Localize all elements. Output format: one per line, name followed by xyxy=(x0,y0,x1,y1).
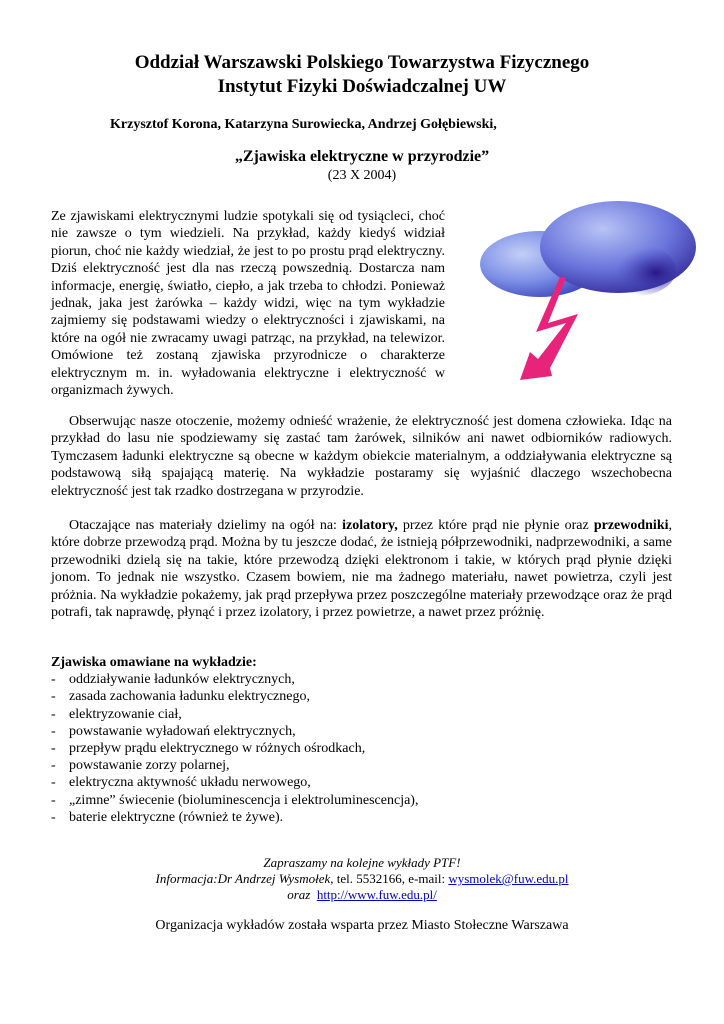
list-item: - oddziaływanie ładunków elektrycznych, xyxy=(51,671,671,688)
org-title: Oddział Warszawski Polskiego Towarzystwa Fizycznego xyxy=(134,52,590,73)
paragraph-3 xyxy=(51,517,672,621)
list-item: - powstawanie zorzy polarnej, xyxy=(51,757,671,774)
list-item: - „zimne” świecenie (bioluminescencja i elektroluminescencja), xyxy=(51,792,671,809)
website-link[interactable]: http://www.fuw.edu.pl/ xyxy=(316,887,437,902)
lecture-title: „Zjawiska elektryczne w przyrodzie” xyxy=(234,148,490,165)
term-izolatory: izolatory, xyxy=(342,518,398,533)
list-item: - elektryczna aktywność układu nerwowego, xyxy=(51,774,671,791)
contact-line xyxy=(0,871,724,887)
invitation-line: Zapraszamy na kolejne wykłady PTF! xyxy=(263,855,461,870)
website-line xyxy=(0,887,724,903)
contact-person: Informacja:Dr Andrzej Wysmołek, xyxy=(155,871,334,886)
email-link[interactable]: wysmolek@fuw.edu.pl xyxy=(448,871,569,886)
sponsor-line: Organizacja wykładów została wsparta przez Miasto Stołeczne Warszawa xyxy=(155,918,569,933)
topics-list xyxy=(51,671,671,826)
oraz-label: oraz xyxy=(287,887,311,902)
intro-paragraph: Ze zjawiskami elektrycznymi ludzie spotykali się od tysiącleci, choć nie zawsze o tym wiedzieli. Na przykład, każdy kiedyś widział piorun, choć nie każdy wiedział, że jest to po prostu prąd elektryczny. Dziś elektryczność jest dla nas rzeczą powszednią. Dostarcza nam informacje, energię, światło, ciepło, a jak trzeba to chłodzi. Ponieważ jednak, jaka jest żarówka – każdy widzi, więc na tym wykładzie zajmiemy się podstawami wiedzy o elektryczności i zjawiskami, na które na ogół nie zwracamy uwagi patrząc, na przykład, na telewizor. Omówione też zostaną zjawiska przyrodnicze o charakterze elektrycznym m. in. wyładowania elektryczne i elektryczność w organizmach żywych. xyxy=(51,209,445,399)
list-item: - zasada zachowania ładunku elektrycznego, xyxy=(51,688,671,705)
term-przewodniki: przewodniki xyxy=(593,518,669,533)
authors-line: Krzysztof Korona, Katarzyna Surowiecka, Andrzej Gołębiewski, xyxy=(110,117,497,132)
topics-section xyxy=(51,654,671,826)
contact-details: tel. 5532166, e-mail: xyxy=(333,871,449,886)
list-item: - elektryzowanie ciał, xyxy=(51,706,671,723)
p3-text-2: przez które prąd nie płynie oraz xyxy=(397,518,594,533)
paragraph-2: Obserwując nasze otoczenie, możemy odnieść wrażenie, że elektryczność jest domena człowieka. Idąc na przykład do lasu nie spodziewamy się zastać tam żarówek, silników ani nawet odbiorników radiowych. Tymczasem ładunki elektryczne są obecne w każdym obiekcie materialnym, a oddziaływania elektryczne są podstawową siłą spajającą materię. Na wykładzie postaramy się wyjaśnić dlaczego wszechobecna elektryczność jest tak rzadko dostrzegana w przyrodzie. xyxy=(51,414,672,499)
lecture-date: (23 X 2004) xyxy=(327,168,397,183)
list-item: - przepływ prądu elektrycznego w różnych ośrodkach, xyxy=(51,740,671,757)
list-item: - baterie elektryczne (również te żywe). xyxy=(51,809,671,826)
institute-title: Instytut Fizyki Doświadczalnej UW xyxy=(217,76,507,97)
topics-heading: Zjawiska omawiane na wykładzie: xyxy=(51,655,257,670)
p3-text-1: Otaczające nas materiały dzielimy na ogół na: xyxy=(69,518,343,533)
cloud-lightning-icon xyxy=(478,192,698,392)
p3-text-3: , które dobrze przewodzą prąd. Można by tu jeszcze dodać, że istnieją półprzewodniki, nadprzewodniki, a same przewodniki dzielą się na takie, które przewodzą dzięki elektronom i takie, w których prąd płynie dzięki jonom. To jednak nie wszystko. Czasem bowiem, nie ma żadnego materiału, nawet powietrza, czyli jest próżnia. Na wykładzie pokażemy, jak prąd przepływa przez poszczególne materiały przewodzące oraz że prąd potrafi, tak naprawdę, płynąć i przez izolatory, i przez powietrze, a nawet przez próżnię. xyxy=(51,518,672,621)
list-item: - powstawanie wyładowań elektrycznych, xyxy=(51,723,671,740)
